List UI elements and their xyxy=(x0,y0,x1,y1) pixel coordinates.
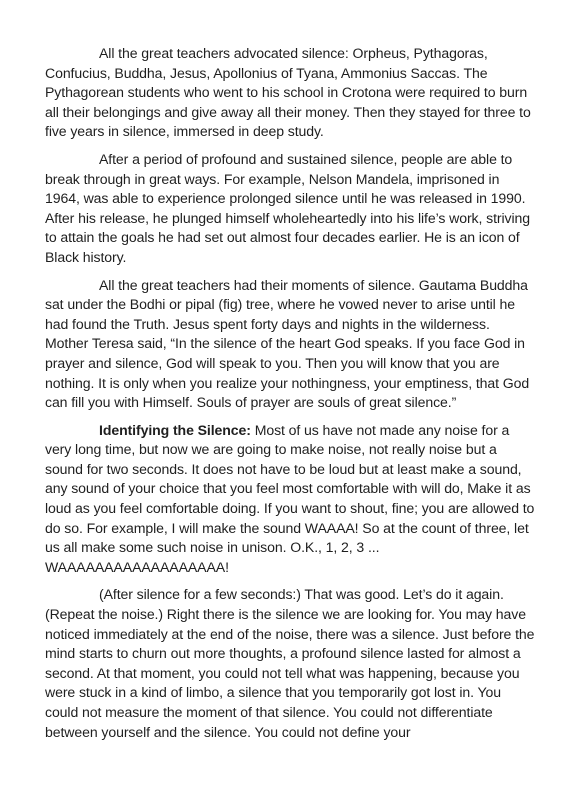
paragraph-great-teachers-silence xyxy=(45,44,535,142)
section-heading: Identifying the Silence: xyxy=(99,421,251,438)
paragraph-text: Most of us have not made any noise for a very long time, but now we are going to make noise, not really noise but a sound for two seconds. It does not have to be loud but at least make a sound, any sound of your choice that you feel most comfortable with will do, Make it as loud as you feel comfortable doing. If you want to shout, fine; you are allowed to do so. For example, I will make the sound WAAAA! So at the count of three, let us all make some such noise in unison. O.K., 1, 2, 3 ... WAAAAAAAAAAAAAAAAAA! xyxy=(45,421,535,575)
paragraph-text: All the great teachers had their moments of silence. Gautama Buddha sat under the Bodhi or pipal (fig) tree, where he vowed never to arise until he had found the Truth. Jesus spent forty days and nights in the wilderness. Mother Teresa said, “In the silence of the heart God speaks. If you face God in prayer and silence, God will speak to you. Then you will know that you are nothing. It is only when you realize your nothingness, your emptiness, that God can fill you with Himself. Souls of prayer are souls of great silence.” xyxy=(45,276,530,411)
paragraph-text: After a period of profound and sustained silence, people are able to break through in great ways. For example, Nelson Mandela, imprisoned in 1964, was able to experience prolonged silence until he was released in 1990. After his release, he plunged himself wholeheartedly into his life’s work, striving to attain the goals he had set out almost four decades earlier. He is an icon of Black history. xyxy=(45,150,530,265)
document-page xyxy=(45,44,535,750)
paragraph-text: All the great teachers advocated silence: Orpheus, Pythagoras, Confucius, Buddha, Jesus, Apollonius of Tyana, Ammonius Saccas. The Pythagorean students who went to his school in Crotona were required to burn all their belongings and give away all their money. Then they stayed for three to five years in silence, immersed in deep study. xyxy=(45,45,531,140)
paragraph-after-silence xyxy=(45,585,535,742)
paragraph-moments-of-silence xyxy=(45,276,535,413)
paragraph-text: (After silence for a few seconds:) That was good. Let’s do it again. (Repeat the noise.) Right there is the silence we are looking for. You may have noticed immediately at the end of the noise, there was a silence. Just before the mind starts to churn out more thoughts, a profound silence lasted for almost a second. At that moment, you could not tell what was happening, because you were stuck in a kind of limbo, a silence that you temporarily got lost in. You could not measure the moment of that silence. You could not differentiate between yourself and the silence. You could not define your xyxy=(45,586,535,740)
paragraph-nelson-mandela xyxy=(45,150,535,268)
paragraph-identifying-the-silence xyxy=(45,421,535,578)
